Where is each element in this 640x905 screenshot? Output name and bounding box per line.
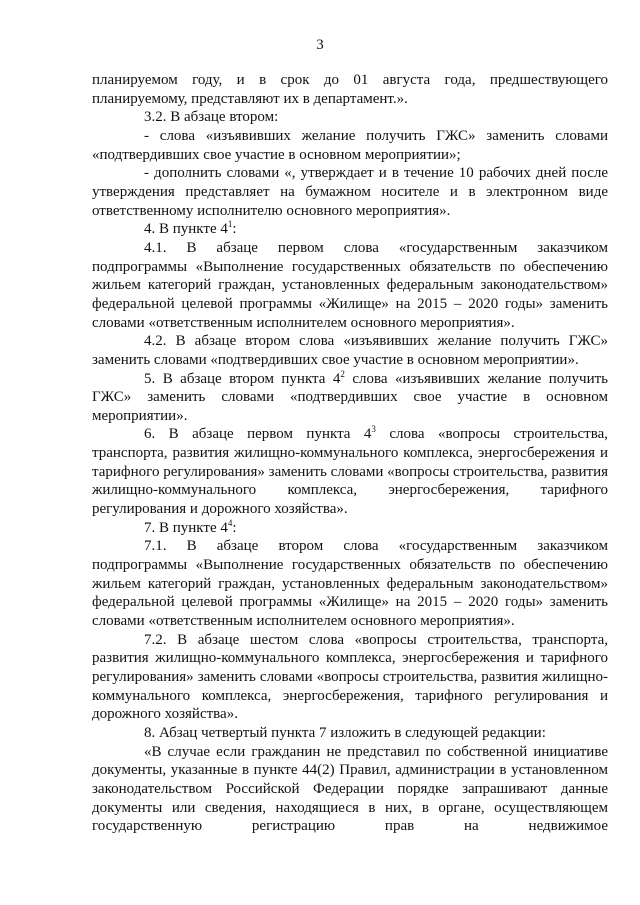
- paragraph-5-text-a: 5. В абзаце втором пункта 4: [144, 370, 341, 387]
- page-number: 3: [316, 37, 324, 53]
- paragraph-8: 8. Абзац четвертый пункта 7 изложить в следующей редакции:: [144, 724, 546, 741]
- paragraph-5-superscript: 2: [340, 368, 345, 379]
- paragraph-4-1: 4.1. В абзаце первом слова «государственным заказчиком подпрограммы «Выполнение государственных обязательств по обеспечению жильем категорий граждан, установленных федеральным законодательством» федеральной целевой программы «Жилище» на 2015 – 2020 годы» заменить словами «ответственным исполнителем основного мероприятия».: [92, 239, 608, 331]
- paragraph-6-text-a: 6. В абзаце первом пункта 4: [144, 426, 372, 443]
- paragraph-5: [92, 370, 608, 426]
- paragraph-6-superscript: 3: [371, 424, 376, 435]
- paragraph-5-text-b: слова «изъявивших желание получить ГЖС» заменить словами «подтвердивших свое участие в основном мероприятии».: [92, 370, 608, 424]
- paragraph-7-text: 7. В пункте 4: [144, 519, 228, 536]
- paragraph-3-2: 3.2. В абзаце втором:: [144, 109, 279, 126]
- paragraph-4-superscript: 1: [227, 219, 233, 230]
- paragraph-continuation: планируемом году, и в срок до 01 августа года, предшествующего планируемому, представляют их в департамент.».: [92, 72, 608, 107]
- paragraph-3-2-item-1: - слова «изъявивших желание получить ГЖС» заменить словами «подтвердивших свое участие в основном мероприятии»;: [92, 127, 608, 163]
- paragraph-4-text: 4. В пункте 4: [144, 221, 228, 238]
- paragraph-4: [92, 220, 608, 239]
- paragraph-7: [92, 519, 608, 538]
- paragraph-6-text-b: слова «вопросы строительства, транспорта, развития жилищно-коммунального комплекса, энергосбережения и тарифного регулирования» заменить словами «вопросы строительства, развития жилищно-коммунального комплекса, энергосбережения, тарифного регулирования и дорожного хозяйства».: [92, 426, 608, 518]
- paragraph-4-2: 4.2. В абзаце втором слова «изъявивших желание получить ГЖС» заменить словами «подтвердивших свое участие в основном мероприятии».: [92, 333, 608, 368]
- paragraph-4-end: :: [232, 221, 237, 238]
- paragraph-7-1: 7.1. В абзаце втором слова «государственным заказчиком подпрограммы «Выполнение государственных обязательств по обеспечению жильем категорий граждан, установленных федеральным законодательством» федеральной целевой программы «Жилище» на 2015 – 2020 годы» заменить словами «ответственным исполнителем основного мероприятия».: [92, 538, 608, 630]
- paragraph-7-end: :: [232, 519, 237, 536]
- paragraph-7-superscript: 4: [227, 517, 233, 528]
- paragraph-3-2-item-2: - дополнить словами «, утверждает и в течение 10 рабочих дней после утверждения представляет на бумажном носителе и в электронном виде ответственному исполнителю основного мероприятия».: [92, 165, 608, 219]
- paragraph-6: [92, 425, 608, 518]
- document-body: [92, 71, 608, 836]
- paragraph-7-2: 7.2. В абзаце шестом слова «вопросы строительства, транспорта, развития жилищно-коммунального комплекса, энергосбережения и тарифного регулирования» заменить словами «вопросы строительства, развития жилищно-коммунального комплекса, энергосбережения, тарифного регулирования и дорожного хозяйства».: [92, 631, 608, 723]
- paragraph-8-quote: «В случае если гражданин не представил по собственной инициативе документы, указанные в пункте 44(2) Правил, администрации в установленном законодательством Российской Федерации порядке запрашивают данные документы или сведения, находящиеся в них, в органе, осуществляющем государственную регистрацию прав на недвижимое: [92, 743, 608, 835]
